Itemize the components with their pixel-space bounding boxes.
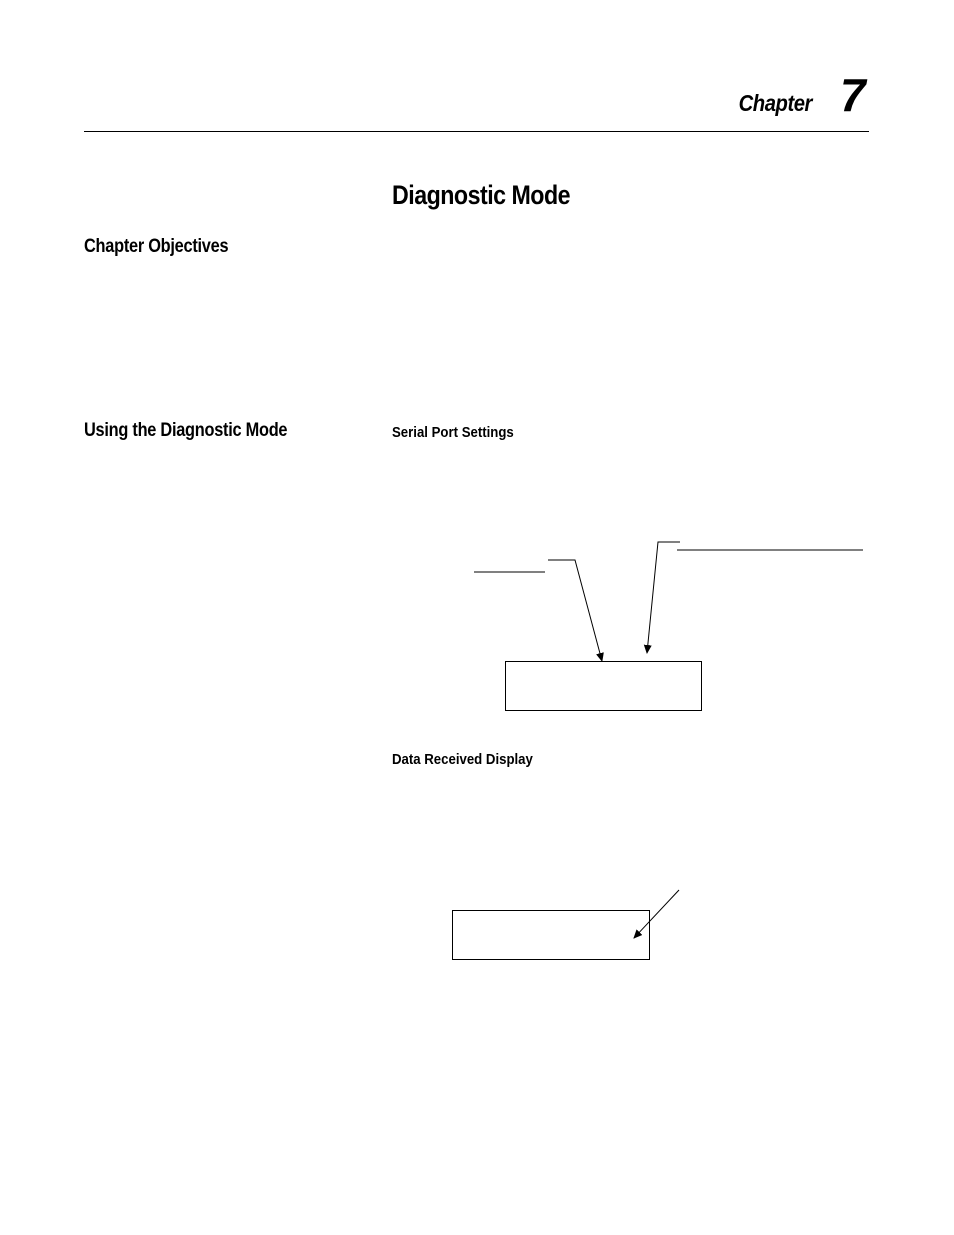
data-received-diagram — [453, 890, 680, 960]
lcd-display-box-serial — [506, 662, 702, 711]
callout-leader-right — [647, 542, 680, 653]
callout-leader-left — [548, 560, 602, 661]
lcd-display-box-data — [453, 911, 650, 960]
subheading-serial-port-settings: Serial Port Settings — [392, 424, 514, 441]
section-heading-using-diagnostic-mode: Using the Diagnostic Mode — [84, 420, 288, 441]
chapter-label: Chapter — [738, 90, 812, 116]
subheading-data-received-display: Data Received Display — [392, 751, 533, 768]
chapter-number: 7 — [840, 69, 866, 121]
page-title: Diagnostic Mode — [392, 180, 571, 210]
serial-port-diagram — [474, 542, 863, 711]
section-heading-chapter-objectives: Chapter Objectives — [84, 236, 229, 257]
